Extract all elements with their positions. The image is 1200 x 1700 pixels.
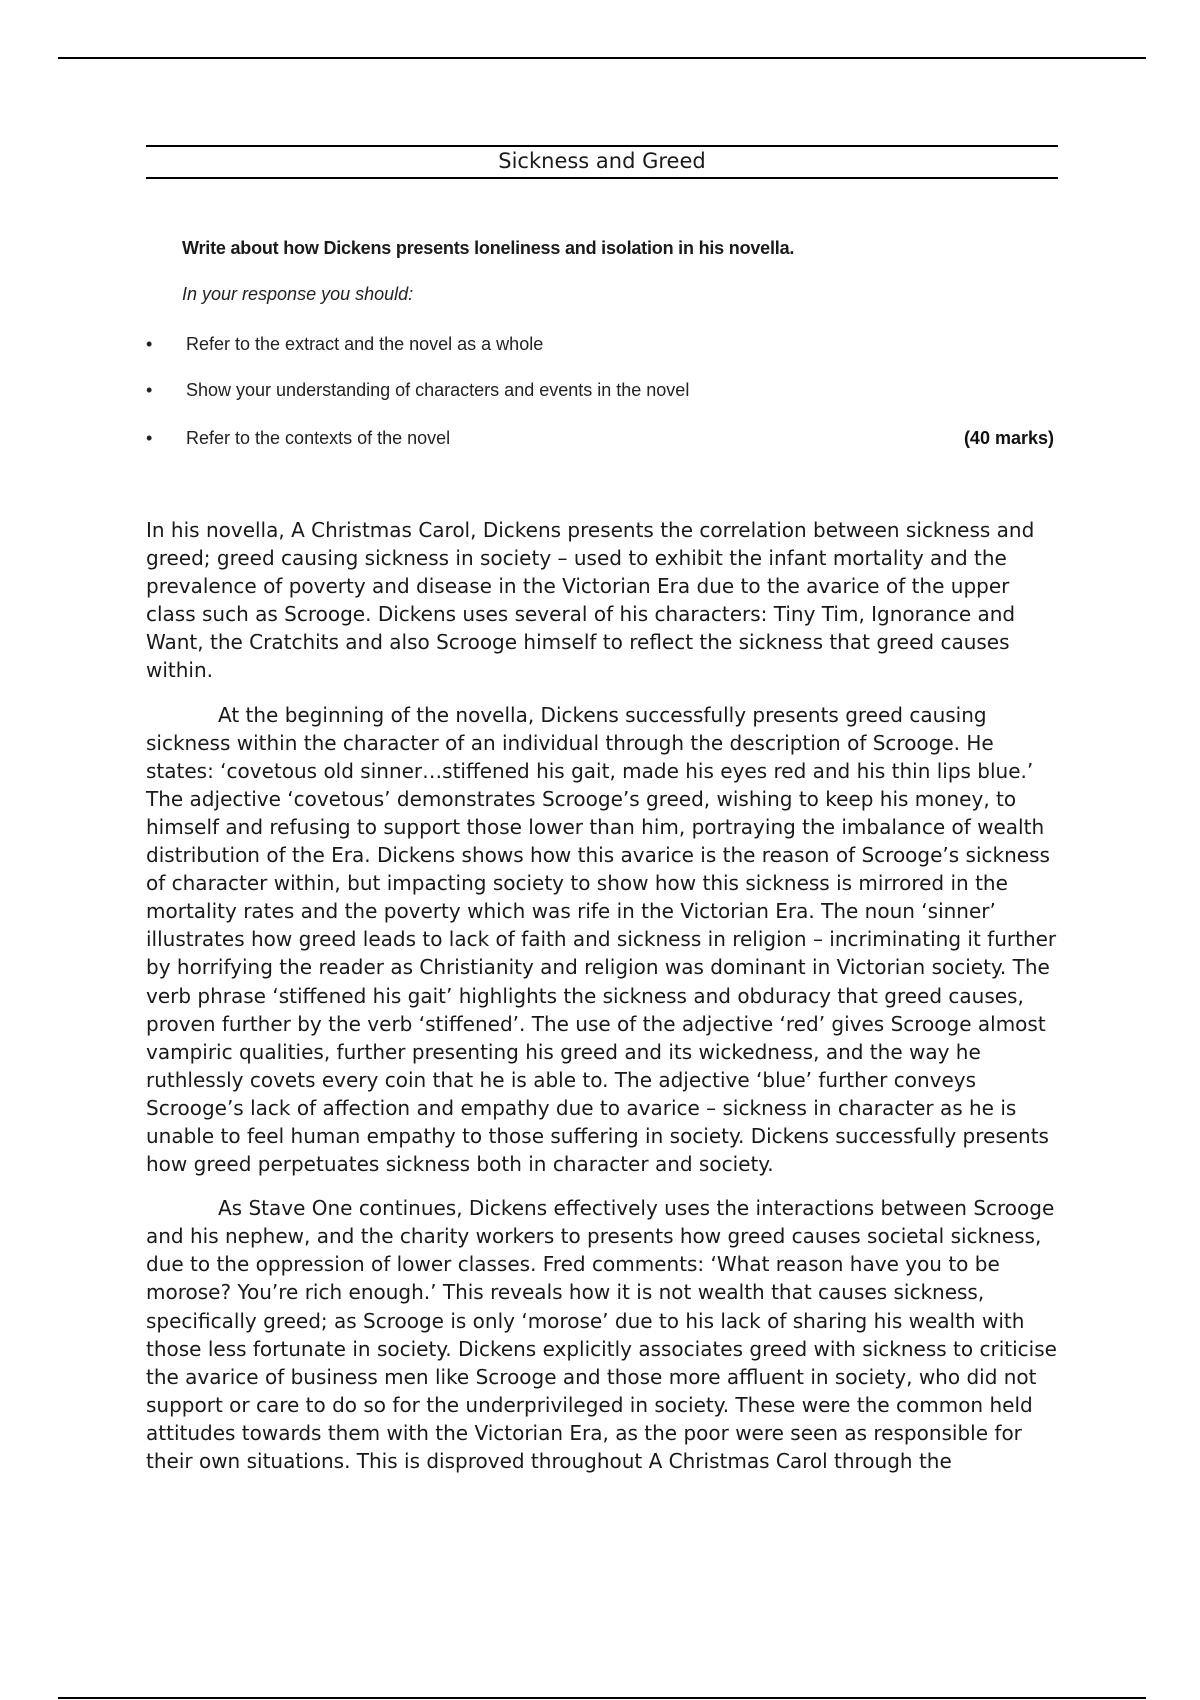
document-title-text: Sickness and Greed (498, 149, 706, 173)
bullet-text: Show your understanding of characters and events in the novel (186, 380, 690, 400)
page-top-rule (58, 57, 1146, 59)
exam-question: Write about how Dickens presents loneliness and isolation in his novella. (182, 238, 795, 258)
essay-body (146, 516, 1062, 1491)
bullet-text: Refer to the contexts of the novel (186, 428, 451, 448)
essay-paragraph-3: As Stave One continues, Dickens effectively uses the interactions between Scrooge and his nephew, and the charity workers to presents how greed causes societal sickness, due to the oppression of lower classes. Fred comments: ‘What reason have you to be morose? You’re rich enough.’ This reveals how it is not wealth that causes sickness, specifically greed; as Scrooge is only ‘morose’ due to his lack of sharing his wealth with those less fortunate in society. Dickens explicitly associates greed with sickness to criticise the avarice of business men like Scrooge and those more affluent in society, who did not support or care to do so for the underprivileged in society. These were the common held attitudes towards them with the Victorian Era, as the poor were seen as responsible for their own situations. This is disproved throughout A Christmas Carol through the (146, 1196, 1057, 1473)
page-bottom-rule (58, 1697, 1146, 1699)
instruction-intro: In your response you should: (182, 284, 414, 304)
document-title (146, 145, 1058, 179)
instruction-bullet-3 (146, 428, 1058, 452)
bullet-glyph: • (146, 428, 153, 448)
marks-label: (40 marks) (963, 428, 1054, 448)
instruction-bullet-2 (146, 380, 1058, 404)
bullet-text: Refer to the extract and the novel as a whole (186, 334, 544, 354)
instruction-bullet-1 (146, 334, 1058, 358)
bullet-glyph: • (146, 380, 153, 400)
bullet-glyph: • (146, 334, 153, 354)
essay-paragraph-2: At the beginning of the novella, Dickens successfully presents greed causing sickness within the character of an individual through the description of Scrooge. He states: ‘covetous old sinner…stiffened his gait, made his eyes red and his thin lips blue.’ The adjective ‘covetous’ demonstrates Scrooge’s greed, wishing to keep his money, to himself and refusing to support those lower than him, portraying the imbalance of wealth distribution of the Era. Dickens shows how this avarice is the reason of Scrooge’s sickness of character within, but impacting society to show how this sickness is mirrored in the mortality rates and the poverty which was rife in the Victorian Era. The noun ‘sinner’ illustrates how greed leads to lack of faith and sickness in religion – incriminating it further by horrifying the reader as Christianity and religion was dominant in Victorian society. The verb phrase ‘stiffened his gait’ highlights the sickness and obduracy that greed causes, proven further by the verb ‘stiffened’. The use of the adjective ‘red’ gives Scrooge almost vampiric qualities, further presenting his greed and its wickedness, and the way he ruthlessly covets every coin that he is able to. The adjective ‘blue’ further conveys Scrooge’s lack of affection and empathy due to avarice – sickness in character as he is unable to feel human empathy to those suffering in society. Dickens successfully presents how greed perpetuates sickness both in character and society. (146, 702, 1057, 1177)
essay-paragraph-1: In his novella, A Christmas Carol, Dickens presents the correlation between sickness and greed; greed causing sickness in society – used to exhibit the infant mortality and the prevalence of poverty and disease in the Victorian Era due to the avarice of the upper class such as Scrooge. Dickens uses several of his characters: Tiny Tim, Ignorance and Want, the Cratchits and also Scrooge himself to reflect the sickness that greed causes within. (146, 518, 1035, 683)
